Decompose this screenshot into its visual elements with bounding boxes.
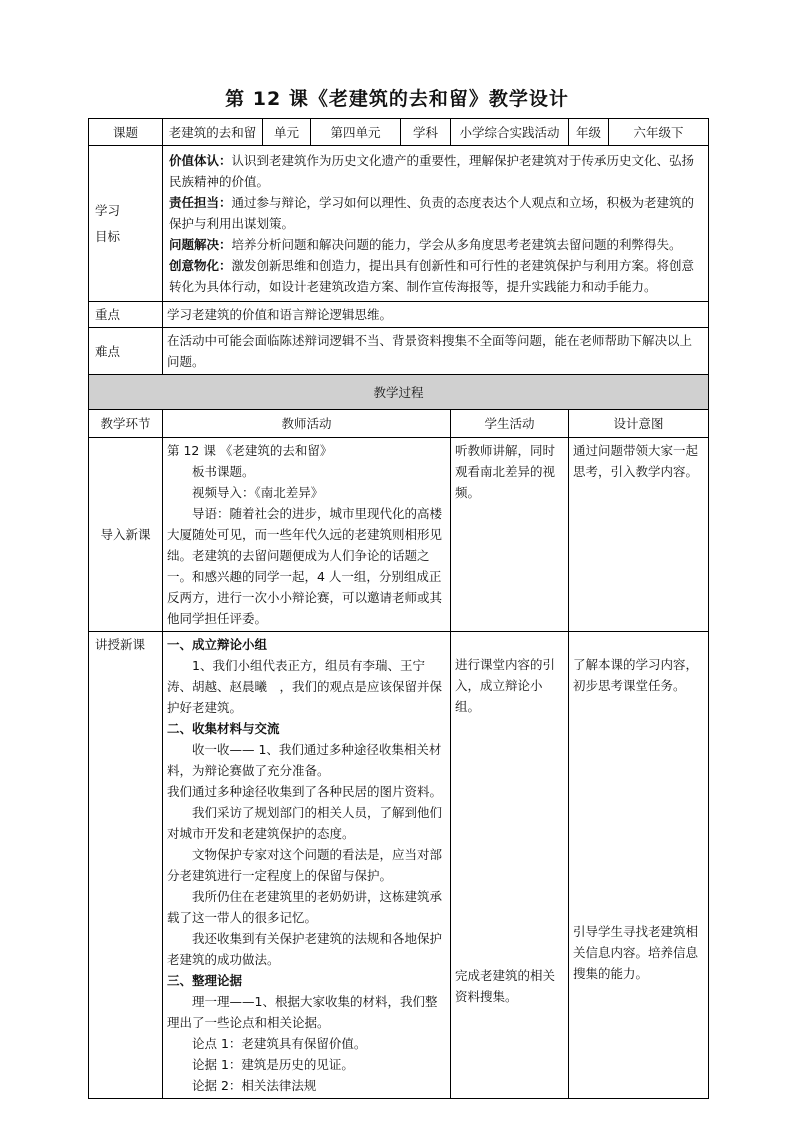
intro-line: 视频导入：《南北差异》	[192, 485, 324, 500]
col-teacher: 教师活动	[163, 410, 451, 438]
intro-student: 听教师讲解，同时观看南北差异的视频。	[451, 438, 569, 632]
paragraph: 文物保护专家对这个问题的看法是，应当对部分老建筑进行一定程度上的保留与保护。	[167, 847, 443, 883]
key-point-text: 学习老建筑的价值和语言辩论逻辑思维。	[163, 302, 709, 328]
paragraph: 论据 2：相关法律法规	[192, 1078, 317, 1093]
section-heading: 一、成立辩论小组	[167, 637, 268, 652]
paragraph: 我们通过多种途径收集到了各种民居的图片资料。	[167, 784, 443, 799]
paragraph: 1、我们小组代表正方，组员有李瑞、王宁涛、胡越、赵晨曦 ，我们的观点是应该保留并保护好老建筑。	[167, 658, 443, 715]
lesson-label: 课题	[89, 119, 163, 146]
intro-stage: 导入新课	[89, 438, 163, 632]
teach-intent-1: 了解本课的学习内容，初步思考课堂任务。	[573, 657, 699, 693]
teach-student	[451, 632, 569, 1099]
col-intent: 设计意图	[569, 410, 709, 438]
difficulty-label: 难点	[89, 328, 163, 375]
intro-line: 导语：随着社会的进步，城市里现代化的高楼大厦随处可见，而一些年代久远的老建筑则相形见绌。老建筑的去留问题便成为人们争论的话题之一。和感兴趣的同学一起，4 人一组，分别组成正反两方，进行一次小小辩论赛，可以邀请老师或其他同学担任评委。	[167, 506, 443, 626]
teach-student-2: 完成老建筑的相关资料搜集。	[455, 968, 556, 1004]
col-stage: 教学环节	[89, 410, 163, 438]
lesson-plan-table	[88, 118, 709, 1099]
teach-intent	[569, 632, 709, 1099]
objective-responsibility: 责任担当：通过参与辩论，学习如何以理性、负责的态度表达个人观点和立场，积极为老建筑的保护与利用出谋划策。	[169, 195, 695, 231]
intro-teacher	[163, 438, 451, 632]
key-point-label: 重点	[89, 302, 163, 328]
intro-line: 板书课题。	[192, 464, 255, 479]
intro-line: 第 12 课 《老建筑的去和留》	[167, 443, 333, 458]
unit-value: 第四单元	[311, 119, 401, 146]
grade-value: 六年级下	[609, 119, 709, 146]
paragraph: 论点 1：老建筑具有保留价值。	[192, 1036, 367, 1051]
difficulty-text: 在活动中可能会面临陈述辩词逻辑不当、背景资料搜集不全面等问题，能在老师帮助下解决以上问题。	[163, 328, 709, 375]
subject-value: 小学综合实践活动	[451, 119, 569, 146]
teach-stage: 讲授新课	[89, 632, 163, 1099]
subject-label: 学科	[401, 119, 451, 146]
paragraph: 我所仍住在老建筑里的老奶奶讲，这栋建筑承载了这一带人的很多记忆。	[167, 889, 443, 925]
lesson-value: 老建筑的去和留	[163, 119, 263, 146]
document-title: 第 12 课《老建筑的去和留》教学设计	[225, 88, 569, 110]
objective-value: 价值体认：认识到老建筑作为历史文化遗产的重要性，理解保护老建筑对于传承历史文化、弘扬民族精神的价值。	[169, 153, 695, 189]
teach-intent-2: 引导学生寻找老建筑相关信息内容。培养信息搜集的能力。	[573, 924, 699, 981]
section-heading: 三、整理论据	[167, 973, 243, 988]
objectives-content	[163, 146, 709, 302]
objective-creativity: 创意物化：激发创新思维和创造力，提出具有创新性和可行性的老建筑保护与利用方案。将创意转化为具体行动，如设计老建筑改造方案、制作宣传海报等，提升实践能力和动手能力。	[169, 258, 695, 294]
paragraph: 我还收集到有关保护老建筑的法规和各地保护老建筑的成功做法。	[167, 931, 443, 967]
unit-label: 单元	[263, 119, 311, 146]
paragraph: 理一理——1、根据大家收集的材料，我们整理出了一些论点和相关论据。	[167, 994, 438, 1030]
objective-problem-solving: 问题解决：培养分析问题和解决问题的能力，学会从多角度思考老建筑去留问题的利弊得失。	[169, 237, 682, 252]
paragraph: 论据 1：建筑是历史的见证。	[192, 1057, 354, 1072]
grade-label: 年级	[569, 119, 609, 146]
teach-student-1: 进行课堂内容的引入，成立辩论小组。	[455, 657, 556, 714]
intro-intent: 通过问题带领大家一起思考，引入教学内容。	[569, 438, 709, 632]
teach-teacher	[163, 632, 451, 1099]
section-heading: 二、收集材料与交流	[167, 721, 280, 736]
paragraph: 收一收—— 1、我们通过多种途径收集相关材料，为辩论赛做了充分准备。	[167, 742, 442, 778]
process-header: 教学过程	[89, 375, 709, 410]
objectives-label: 学习目标	[89, 146, 163, 302]
paragraph: 我们采访了规划部门的相关人员，了解到他们对城市开发和老建筑保护的态度。	[167, 805, 443, 841]
col-student: 学生活动	[451, 410, 569, 438]
